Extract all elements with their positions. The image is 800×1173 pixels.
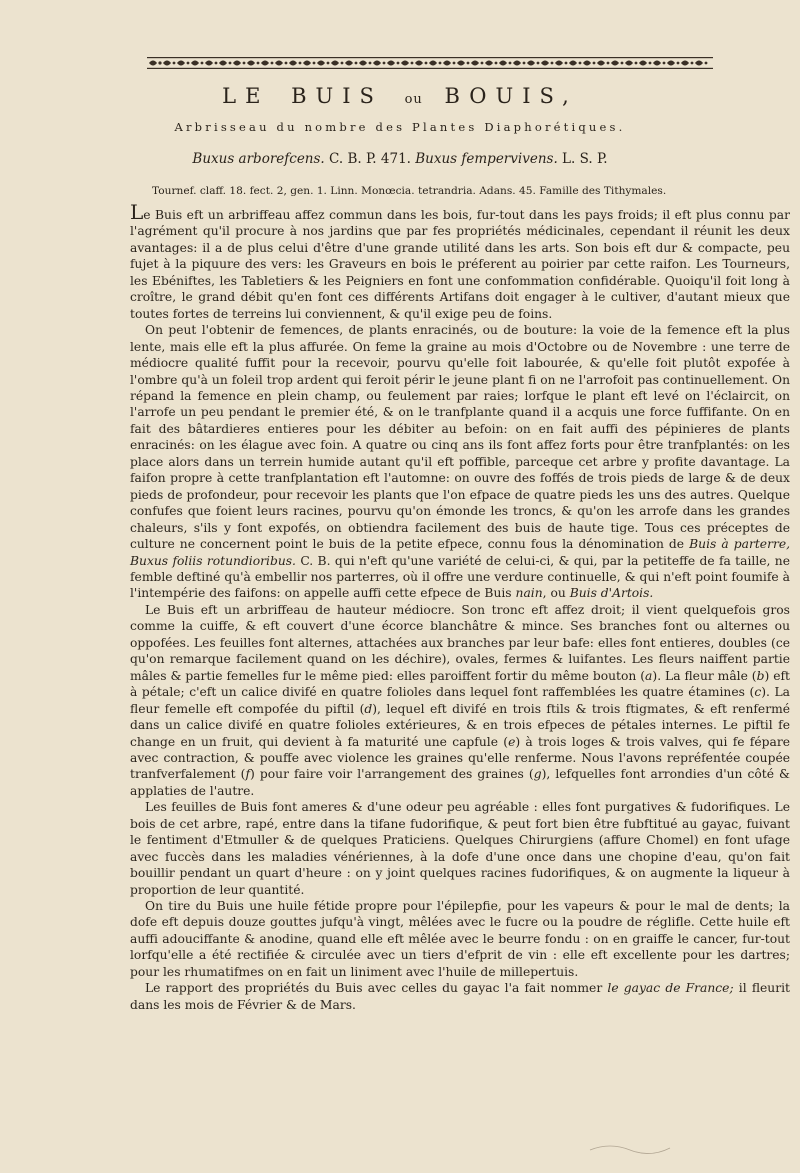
figure-letter: g xyxy=(533,767,542,782)
paragraph-text: ) eft à pétale; c'eft un calice divifé en quatre folioles dans lequel font raffemblées les quatre étamines ( xyxy=(130,668,790,700)
title-part-1: LE BUIS xyxy=(222,84,383,108)
figure-letter: f xyxy=(245,767,251,782)
italic-term: Buis d'Artois. xyxy=(569,586,654,601)
paragraph-text: ), lefquelles font arrondies d'un côté & applaties de l'autre. xyxy=(130,767,791,798)
subtitle: Arbrisseau du nombre des Plantes Diaphorétiques. xyxy=(174,120,626,134)
paragraph-text: Le Buis eft un arbriffeau de hauteur médiocre. Son tronc eft affez droit; il vient quelquefois gros comme la cuiffe, & eft couvert d'une écorce blanchâtre & mince. Ses branches font ou alternes ou oppofées. Les feuilles font alternes, attachées aux branches par leur bafe: elles font entieres, doubles (ce qu'on remarque facilement quand on les déchire), ovales, fermes & luifantes. Les fleurs naiffent partie mâles & partie femelles fur le même pied: elles paroiffent fortir du même bouton ( xyxy=(130,602,790,683)
paragraph-conclusion xyxy=(130,980,790,1013)
paragraph-text: ), lequel eft divifé en trois ftils & trois ftigmates, & eft renfermé dans un calice divifé en quatre folioles extérieures, & en trois efpeces de pétales internes. Le piftil fe change en un fruit, qui devient à fa maturité une capfule ( xyxy=(130,701,791,749)
synonym-1-reference: C. B. P. 471. xyxy=(324,151,416,167)
paragraph-text: ) pour faire voir l'arrangement des graines ( xyxy=(250,767,534,782)
paragraph-introduction xyxy=(130,200,790,322)
article-body xyxy=(130,200,791,1013)
paragraph-text: C. B. qui n'eft qu'une variété de celui-ci, & qui, par la petiteffe de fa taille, ne femble deftiné qu'à embellir nos parterres, où il offre une verdure continuelle, & qui n'eft point foumife à l'intempérie des faifons: on appelle auffi cette efpece de Buis xyxy=(130,553,790,601)
paragraph-text: ) à trois loges & trois valves, qui fe fépare avec contraction, & pouffe avec violence les graines qu'elle renferme. Nous l'avons repréfentée coupée tranfverfalement ( xyxy=(130,734,790,782)
italic-term: nain xyxy=(515,586,543,601)
figure-letter: a xyxy=(645,668,653,683)
synonym-2-name: Buxus fempervivens. xyxy=(415,151,558,167)
paragraph-text: il fleurit dans les mois de Février & de Mars. xyxy=(130,981,790,1012)
figure-letter: d xyxy=(364,701,373,716)
paragraph-text: ). La fleur femelle eft compofée du piftil ( xyxy=(130,685,790,716)
synonym-1-name: Buxus arborefcens. xyxy=(192,151,325,167)
paragraph-oil: On tire du Buis une huile fétide propre pour l'épilepfie, pour les vapeurs & pour le mal de dents; la dofe eft depuis douze gouttes jufqu'à vingt, mêlées avec le fucre ou la poudre de réglifle. Cette huile eft auffi adouciffante & anodine, quand elle eft mêlée avec le beurre fondu : on en graiffe le cancer, fur-tout lorfqu'elle a été rectifiée & circulée avec un tiers d'efprit de vin : elle eft excellente pour les dartres; pour les rhumatifmes on en fait un liniment avec l'huile de millepertuis. xyxy=(130,899,790,979)
paragraph-text: On peut l'obtenir de femences, de plants enracinés, ou de bouture: la voie de la femence eft la plus lente, mais elle eft la plus affurée. On feme la graine au mois d'Octobre ou de Novembre : une terre de médiocre qualité fuffit pour la recevoir, pourvu qu'elle foit labourée, & qu'elle foit plutôt expofée à l'ombre qu'à un foleil trop ardent qui feroit périr le jeune plant fi on ne l'arrofoit pas continuellement. On répand la femence en plein champ, ou feulement par raies; lorfque le plant eft levé on l'éclaircit, on l'arrofe un peu pendant le premier été, & on le tranfplante quand il a acquis une force fuffifante. On en fait des bâtardieres entieres pour les débiter au befoin: on en fait auffi des pépinieres de plants enracinés: on les élague avec foin. A quatre ou cinq ans ils font affez forts pour être tranfplantés: on les place alors dans un terrein humide autant qu'il eft poffible, parceque cet arbre y profite davantage. La faifon propre à cette tranfplantation eft l'automne: on ouvre des foffés de trois pieds de large & de deux pieds de profondeur, pour recevoir les plants que l'on efpace de quatre pieds les uns des autres. Quelque confufes que foient leurs racines, pourvu qu'on émonde les troncs, & qu'on les arrofe dans les grandes chaleurs, s'ils y font expofés, on obtiendra facilement des buis de haute tige. Tous ces préceptes de culture ne concernent point le buis de la petite efpece, connu fous la dénomination de xyxy=(130,323,790,552)
paragraph-cultivation xyxy=(130,322,790,602)
title-part-2: BOUIS, xyxy=(444,84,578,108)
paragraph-text: Le rapport des propriétés du Buis avec celles du gayac l'a fait nommer xyxy=(145,981,608,996)
italic-term: le gayac de France; xyxy=(607,981,734,996)
fleuron-ornament-band xyxy=(147,56,713,70)
botanical-synonyms xyxy=(0,151,800,167)
classification-line: Tournef. claff. 18. fect. 2, gen. 1. Linn. Monœcia. tetrandria. Adans. 45. Famille des Tithymales. xyxy=(152,185,667,197)
synonym-2-reference: L. S. P. xyxy=(557,151,608,167)
title-conjunction: ou xyxy=(404,92,423,107)
paragraph-text: ). La fleur mâle ( xyxy=(652,668,757,683)
paragraph-text: , ou xyxy=(542,586,570,601)
figure-letter: c xyxy=(754,685,762,700)
figure-letter: e xyxy=(508,734,516,749)
figure-letter: b xyxy=(756,668,765,683)
italic-term: Buis à parterre, Buxus foliis rotundioribus. xyxy=(130,537,791,568)
paragraph-text: e Buis eft un arbriffeau affez commun dans les bois, fur-tout dans les pays froids; il eft plus connu par l'agrément qu'il procure à nos jardins que par fes propriétés médicinales, cependant il réunit les deux avantages: il a de plus celui d'être d'une grande utilité dans les arts. Son bois eft dur & compacte, peu fujet à la piquure des vers: les Graveurs en bois le préferent au poirier par cette raifon. Les Tourneurs, les Ebéniftes, les Tabletiers & les Peigniers en font une confommation confidérable. Quoiqu'il foit long à croître, le grand débit qu'en font ces différents Artifans doit engager à le cultiver, d'autant mieux que toutes fortes de terreins lui conviennent, & qu'il exige peu de foins. xyxy=(130,208,790,321)
ink-stain xyxy=(585,1138,675,1158)
page-title xyxy=(0,84,800,108)
drop-cap: L xyxy=(130,200,144,224)
paragraph-description xyxy=(130,602,790,799)
paragraph-properties: Les feuilles de Buis font ameres & d'une odeur peu agréable : elles font purgatives & fudorifiques. Le bois de cet arbre, rapé, entre dans la tifane fudorifique, & peut fort bien être fubftitué au gayac, fuivant le fentiment d'Etmuller & de quelques Praticiens. Quelques Chirurgiens (affure Chomel) en font ufage avec fuccès dans les maladies vénériennes, à la dofe d'une once dans une chopine d'eau, qu'on fait bouillir pendant un quart d'heure : on y joint quelques racines fudorifiques, & on augmente la liqueur à proportion de leur quantité. xyxy=(130,800,790,897)
